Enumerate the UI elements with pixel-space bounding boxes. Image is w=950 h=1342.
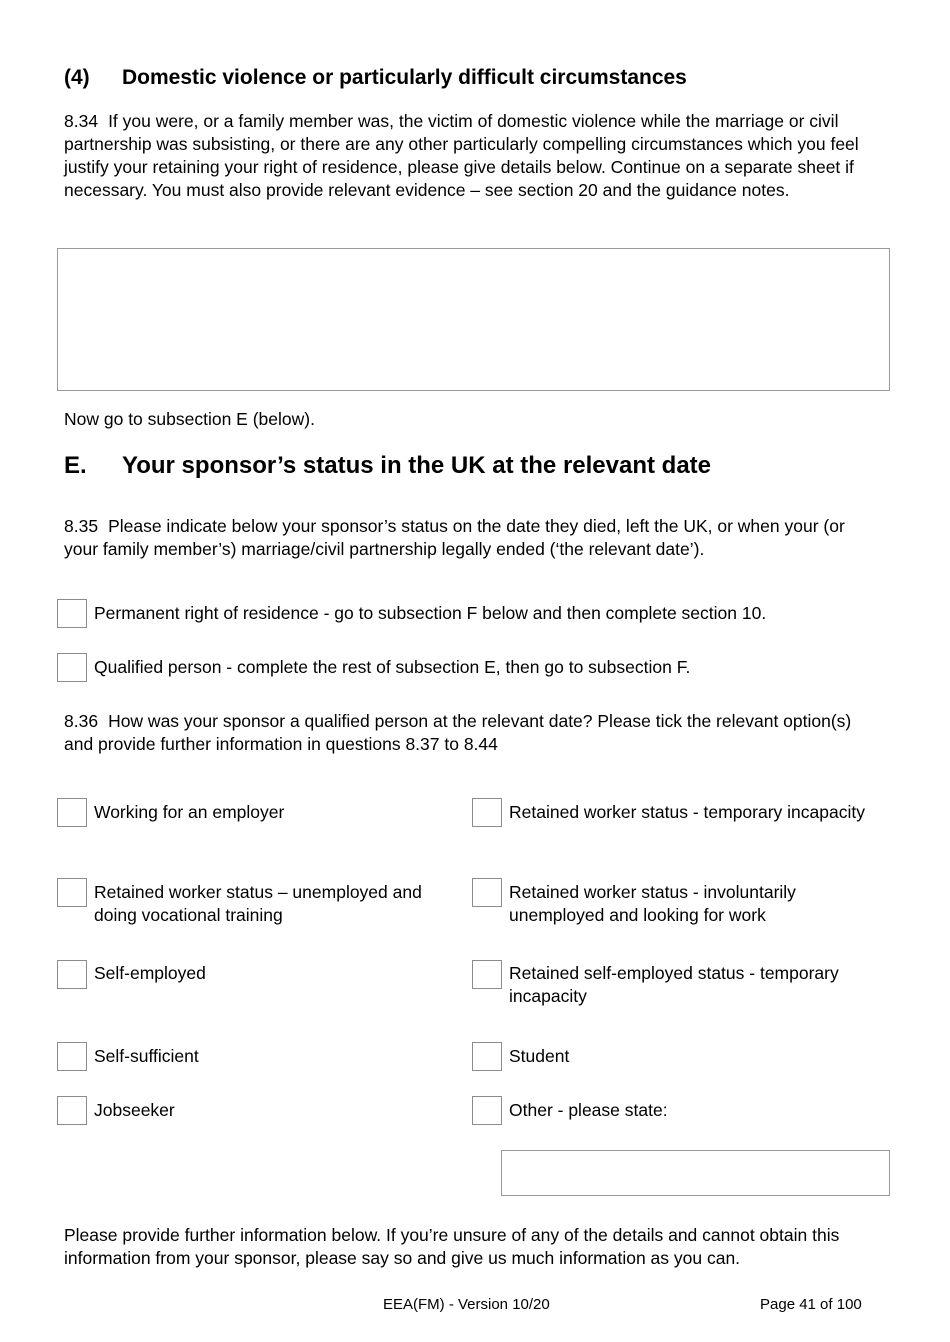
self-employed-checkbox[interactable] [57, 960, 87, 989]
section-e-letter: E. [64, 452, 87, 479]
section-4-title: Domestic violence or particularly difficult circumstances [122, 66, 687, 89]
question-8-36-text: How was your sponsor a qualified person at the relevant date? Please tick the relevant option(s) and provide further information in questions 8.37 to 8.44 [64, 711, 852, 754]
self-sufficient-label: Self-sufficient [94, 1046, 199, 1066]
working-for-employer-label: Working for an employer [94, 802, 285, 822]
section-4-heading [64, 66, 687, 90]
page-number: Page 41 of 100 [760, 1296, 862, 1313]
permanent-residence-label: Permanent right of residence - go to subsection F below and then complete section 10. [94, 603, 767, 623]
question-8-34 [64, 110, 884, 202]
further-information-note: Please provide further information below. If you’re unsure of any of the details and cannot obtain this information from your sponsor, please say so and give us much information as you can. [64, 1225, 840, 1268]
jobseeker-label: Jobseeker [94, 1100, 175, 1120]
question-8-35-number: 8.35 [64, 516, 99, 536]
retained-worker-involuntarily-unemployed-checkbox[interactable] [472, 878, 502, 907]
qualified-person-checkbox[interactable] [57, 653, 87, 682]
question-8-34-text: If you were, or a family member was, the victim of domestic violence while the marriage or civil partnership was subsisting, or there are any other particularly compelling circumstances which you feel justify your retaining your right of residence, please give details below. Continue on a separate sheet if necessary. You must also provide relevant evidence – see section 20 and the guidance notes. [64, 111, 859, 200]
working-for-employer-checkbox[interactable] [57, 798, 87, 827]
other-label: Other - please state: [509, 1100, 668, 1120]
self-sufficient-checkbox[interactable] [57, 1042, 87, 1071]
retained-worker-temporary-incapacity-label: Retained worker status - temporary incapacity [509, 802, 865, 822]
goto-subsection-e-note: Now go to subsection E (below). [64, 409, 315, 429]
form-version: EEA(FM) - Version 10/20 [383, 1296, 550, 1313]
retained-worker-vocational-training-label: Retained worker status – unemployed and doing vocational training [94, 882, 422, 925]
question-8-34-number: 8.34 [64, 111, 99, 131]
self-employed-label: Self-employed [94, 963, 206, 983]
section-e-heading [64, 452, 711, 480]
student-label: Student [509, 1046, 570, 1066]
retained-worker-vocational-training-checkbox[interactable] [57, 878, 87, 907]
retained-self-employed-incapacity-label: Retained self-employed status - temporary incapacity [509, 963, 839, 1006]
question-8-35-text: Please indicate below your sponsor’s status on the date they died, left the UK, or when your (or your family member’s) marriage/civil partnership legally ended (‘the relevant date’). [64, 516, 845, 559]
student-checkbox[interactable] [472, 1042, 502, 1071]
qualified-person-label: Qualified person - complete the rest of subsection E, then go to subsection F. [94, 657, 691, 677]
other-details-field[interactable] [501, 1150, 890, 1196]
section-e-title: Your sponsor’s status in the UK at the relevant date [122, 452, 712, 479]
permanent-residence-checkbox[interactable] [57, 599, 87, 628]
section-4-number: (4) [64, 66, 90, 89]
retained-worker-temporary-incapacity-checkbox[interactable] [472, 798, 502, 827]
jobseeker-checkbox[interactable] [57, 1096, 87, 1125]
question-8-36 [64, 710, 874, 756]
question-8-36-number: 8.36 [64, 711, 99, 731]
question-8-35 [64, 515, 874, 561]
domestic-violence-details-field[interactable] [57, 248, 890, 391]
retained-self-employed-incapacity-checkbox[interactable] [472, 960, 502, 989]
other-checkbox[interactable] [472, 1096, 502, 1125]
retained-worker-involuntarily-unemployed-label: Retained worker status - involuntarily unemployed and looking for work [509, 882, 796, 925]
